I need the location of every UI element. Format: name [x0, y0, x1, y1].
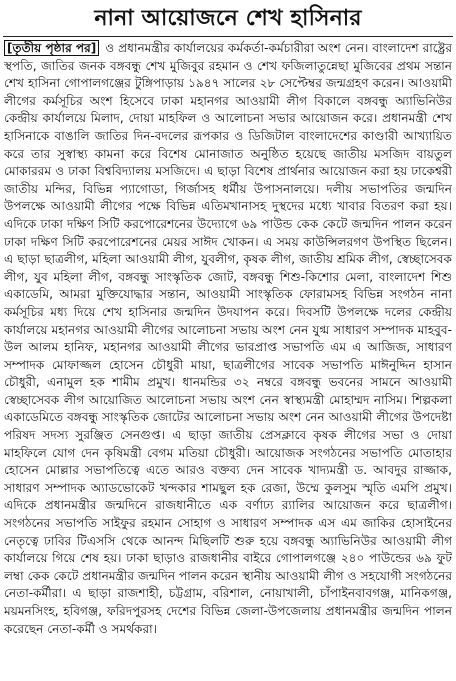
article-headline: নানা আয়োজনে শেখ হাসিনার — [94, 6, 362, 31]
continuation-label: [তৃতীয় পৃষ্ঠার পর] — [4, 40, 99, 56]
article-body-block — [4, 40, 452, 677]
article-body: ও প্রধানমন্ত্রীর কার্যালয়ের কর্মকর্তা-কর্মচারীরা অংশ নেন। বাংলাদেশ রাষ্ট্রের স্থপতি, জাতির জনক বঙ্গবন্ধু শেখ মুজিবুর রহমান ও শেখ ফজিলাতুন্নেছা মুজিবের প্রথম সন্তান শেখ হাসিনা গোপালগঞ্জের টুঙ্গিপাড়ায় ১৯৪৭ সালের ২৮ সেপ্টেম্বর জন্মগ্রহণ করেন। আওয়ামী লীগের কর্মসূচির অংশ হিসেবে ঢাকা মহানগর আওয়ামী লীগ বিকালে বঙ্গবন্ধু অ্যাভিনিউর কেন্দ্রীয় কার্যালয়ে মিলাদ, দোয়া মাহফিল ও আলোচনা সভার আয়োজন করে। প্রধানমন্ত্রী শেখ হাসিনাকে বাঙালি জাতির দিন-বদলের রূপকার ও ডিজিটাল বাংলাদেশের কাণ্ডারী আখ্যায়িত করে তার সুস্বাস্থ্য কামনা করে বিশেষ মোনাজাত অনুষ্ঠিত হয়েছে জাতীয় মসজিদ বায়তুল মোকাররম ও ঢাকা বিশ্ববিদ্যালয় মসজিদে। এ ছাড়া বিশেষ প্রার্থনার আয়োজন করা হয় ঢাকেশ্বরী জাতীয় মন্দির, বিভিন্ন প্যাগোডা, গির্জাসহ ধর্মীয় উপাসনালয়ে। দলীয় সভাপতির জন্মদিন উপলক্ষে আওয়ামী লীগের পক্ষে বিভিন্ন এতিমখানাসহ দুস্থদের মধ্যে খাবার বিতরণ করা হয়। এদিকে ঢাকা দক্ষিণ সিটি করপোরেশনের উদ্যোগে ৬৯ পাউন্ড কেক কেটে জন্মদিন পালন করেন ঢাকা দক্ষিণ সিটি করপোরেশনের মেয়র সাঈদ খোকন। এ সময় কাউন্সিলরগণ উপস্থিত ছিলেন। এ ছাড়া ছাত্রলীগ, মহিলা আওয়ামী লীগ, যুবলীগ, কৃষক লীগ, জাতীয় শ্রমিক লীগ, স্বেচ্ছাসেবক লীগ, যুব মহিলা লীগ, বঙ্গবন্ধু সাংস্কৃতিক জোট, বঙ্গবন্ধু শিশু-কিশোর মেলা, বাংলাদেশ শিশু একাডেমি, আমরা মুক্তিযোদ্ধার সন্তান, আওয়ামী সাংস্কৃতিক ফোরামসহ বিভিন্ন সংগঠন নানা কর্মসূচির মধ্য দিয়ে শেখ হাসিনার জন্মদিন উদযাপন করে। দিবসটি উপলক্ষে দলের কেন্দ্রীয় কার্যালয়ে মহানগর আওয়ামী লীগের আলোচনা সভায় অংশ নেন যুগ্ম সাধারণ সম্পাদক মাহবুব-উল আলম হানিফ, মহানগর আওয়ামী লীগের ভারপ্রাপ্ত সভাপতি এম এ আজিজ, সাধারণ সম্পাদক মোফাজ্জল হোসেন চৌধুরী মায়া, ছাত্রলীগের সাবেক সভাপতি মাঈনুদ্দিন হাসান চৌধুরী, এনামুল হক শামীম প্রমুখ। ধানমন্ডির ৩২ নম্বরে বঙ্গবন্ধু ভবনের সামনে আওয়ামী স্বেচ্ছাসেবক লীগ আয়োজিত আলোচনা সভায় অংশ নেন স্বাস্থ্যমন্ত্রী মোহাম্মদ নাসিম। শিল্পকলা একাডেমিতে বঙ্গবন্ধু সাংস্কৃতিক জোটের আলোচনা সভায় অংশ নেন আওয়ামী লীগের উপদেষ্টা পরিষদ সদস্য সুরঞ্জিত সেনগুপ্ত। এ ছাড়া জাতীয় প্রেসক্লাবে কৃষক লীগের সভা ও দোয়া মাহফিলে যোগ দেন কৃষিমন্ত্রী বেগম মতিয়া চৌধুরী। আয়োজক সংগঠনের সভাপতি মোতাহার হোসেন মোল্লার সভাপতিত্বে এতে আরও বক্তব্য দেন সাবেক খাদ্যমন্ত্রী ড. আবদুর রাজ্জাক, সাধারণ সম্পাদক অ্যাডভোকেট খন্দকার শামছুল হক রেজা, উম্মে কুলসুম স্মৃতি এমপি প্রমুখ। এদিকে প্রধানমন্ত্রীর জন্মদিনে রাজধানীতে এক বর্ণাঢ্য র‍্যালির আয়োজন করে ছাত্রলীগ। সংগঠনের সভাপতি সাইফুর রহমান সোহাগ ও সাধারণ সম্পাদক এস এম জাকির হোসাইনের নেতৃত্বে ঢাবির টিএসসি থেকে আনন্দ মিছিলটি শুরু হয়ে বঙ্গবন্ধু অ্যাভিনিউর আওয়ামী লীগ কার্যালয়ে গিয়ে শেষ হয়। ঢাকা ছাড়াও রাজধানীর বাইরে গোপালগঞ্জে ২৪০ পাউন্ডের ৬৯ ফুট লম্বা কেক কেটে প্রধানমন্ত্রীর জন্মদিন পালন করেন স্থানীয় আওয়ামী লীগ ও সহযোগী সংগঠনের নেতা-কর্মীরা। এ ছাড়া রাজশাহী, চট্টগ্রাম, বরিশাল, নোয়াখালী, চাঁপাইনবাবগঞ্জ, মানিকগঞ্জ, ময়মনসিংহ, হবিগঞ্জ, ফরিদপুরসহ দেশের বিভিন্ন জেলা-উপজেলায় প্রধানমন্ত্রীর জন্মদিন পালন করেছেন নেতা-কর্মী ও সমর্থকরা। — [4, 41, 452, 636]
headline-divider — [3, 36, 453, 37]
